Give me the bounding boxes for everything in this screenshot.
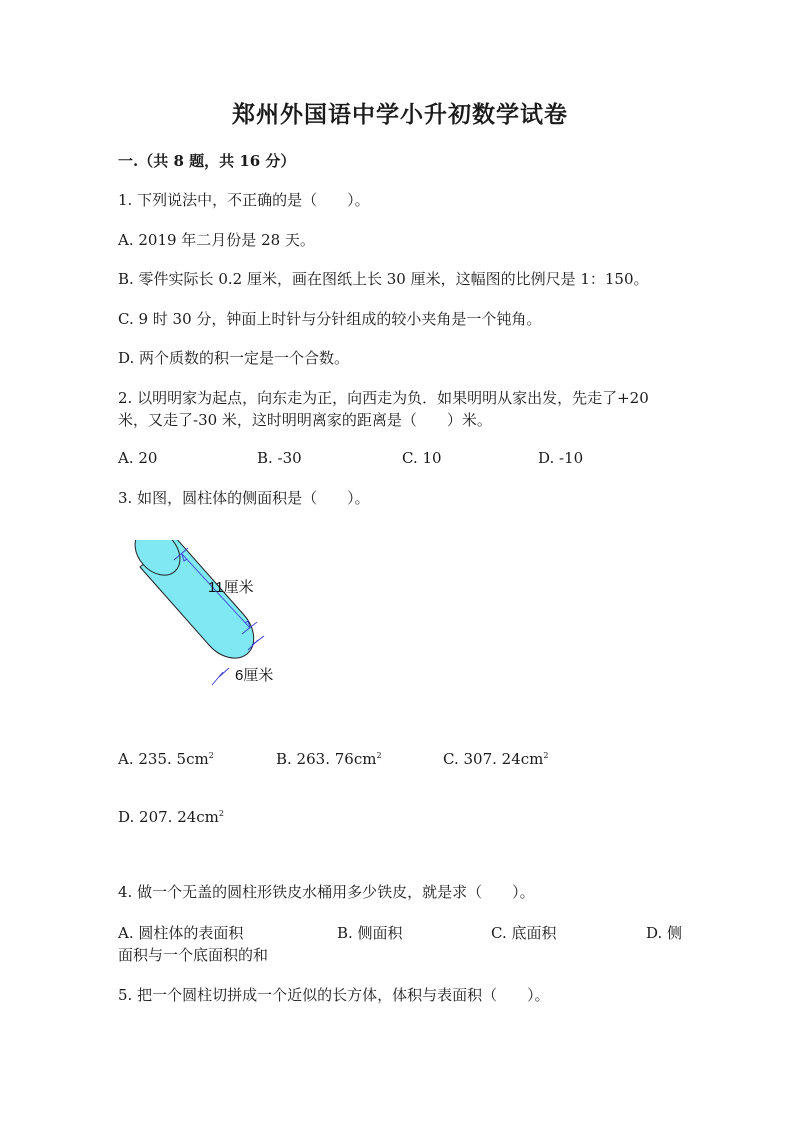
q3-option-a	[118, 750, 214, 768]
q2-stem-line2: 米，又走了-30 米，这时明明离家的距离是（ ）米。	[118, 411, 492, 429]
q3-option-b-sup: 2	[376, 751, 382, 760]
q2-option-c: C. 10	[402, 449, 442, 467]
q4-option-a: A. 圆柱体的表面积	[118, 924, 244, 942]
q3-option-d	[118, 808, 224, 826]
q3-option-c-sup: 2	[543, 751, 549, 760]
diameter-label: 6厘米	[235, 667, 274, 684]
q4-option-b: B. 侧面积	[337, 924, 403, 942]
q1-option-a: A. 2019 年二月份是 28 天。	[118, 231, 315, 249]
section-heading: 一.（共 8 题，共 16 分）	[118, 152, 296, 170]
q2-stem-line1: 2. 以明明家为起点，向东走为正，向西走为负．如果明明从家出发，先走了+20	[118, 389, 649, 407]
q1-option-d: D. 两个质数的积一定是一个合数。	[118, 349, 350, 367]
q1-option-b: B. 零件实际长 0.2 厘米，画在图纸上长 30 厘米，这幅图的比例尺是 1：150。	[118, 270, 649, 288]
q3-option-b-text: B. 263. 76cm	[276, 750, 377, 768]
cylinder-svg	[118, 540, 288, 710]
q4-stem: 4. 做一个无盖的圆柱形铁皮水桶用多少铁皮，就是求（ ）。	[118, 883, 535, 901]
q3-option-c	[443, 750, 548, 768]
exam-title: 郑州外国语中学小升初数学试卷	[232, 101, 568, 128]
q3-option-a-text: A. 235. 5cm	[118, 750, 209, 768]
q3-option-a-sup: 2	[208, 751, 214, 760]
q2-option-a: A. 20	[118, 449, 158, 467]
q3-option-b	[276, 750, 382, 768]
q1-stem: 1. 下列说法中，不正确的是（ ）。	[118, 191, 370, 209]
q3-option-c-text: C. 307. 24cm	[443, 750, 544, 768]
q5-stem: 5. 把一个圆柱切拼成一个近似的长方体，体积与表面积（ ）。	[118, 986, 550, 1004]
q3-option-d-sup: 2	[218, 809, 224, 818]
height-label: 11厘米	[208, 579, 254, 596]
q2-option-d: D. -10	[538, 449, 584, 467]
q4-option-d: D. 侧	[646, 924, 683, 942]
cylinder-figure	[118, 540, 288, 710]
q1-option-c: C. 9 时 30 分，钟面上时针与分针组成的较小夹角是一个钝角。	[118, 310, 542, 328]
q3-stem: 3. 如图，圆柱体的侧面积是（ ）。	[118, 489, 370, 507]
q3-option-d-text: D. 207. 24cm	[118, 808, 219, 826]
q4-option-d-continued: 面积与一个底面积的和	[118, 946, 269, 964]
q4-option-c: C. 底面积	[491, 924, 557, 942]
q2-option-b: B. -30	[257, 449, 302, 467]
